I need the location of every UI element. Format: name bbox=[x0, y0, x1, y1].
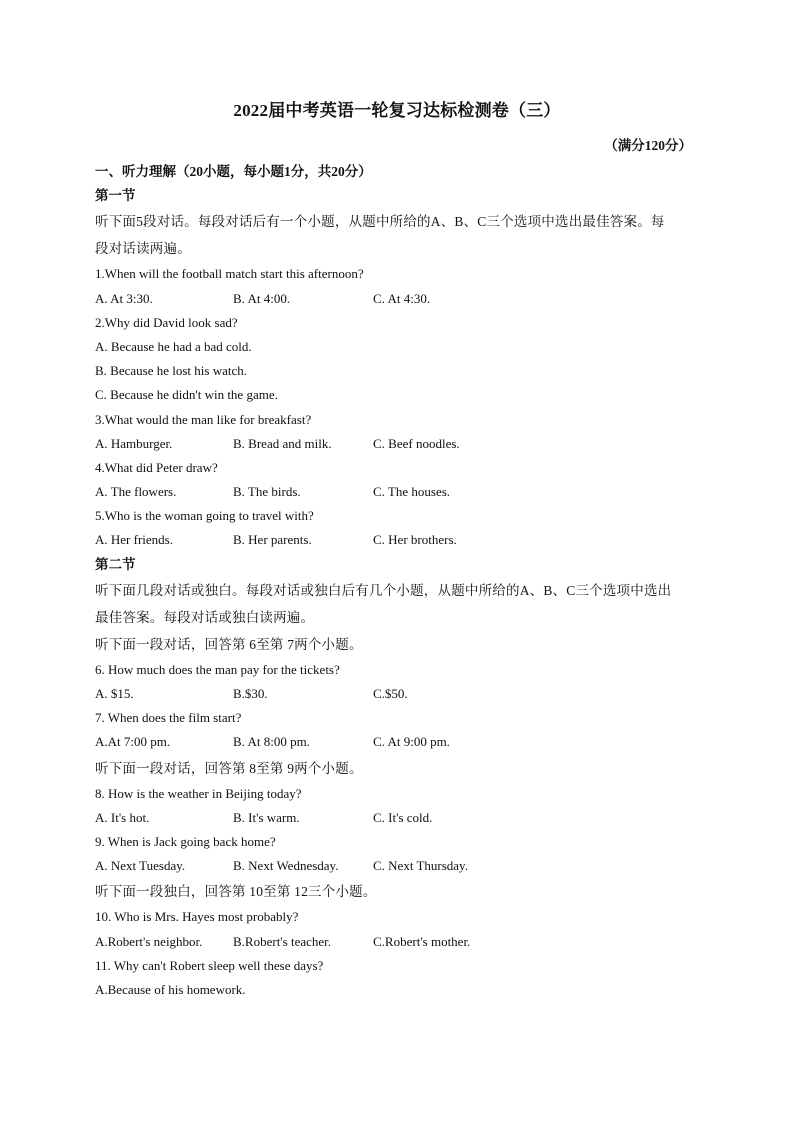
option-b: B. It's warm. bbox=[233, 809, 300, 825]
option-b: B. Her parents. bbox=[233, 532, 312, 548]
dialogue-intro-8-9: 听下面一段对话，回答第 8至第 9两个小题。 bbox=[95, 760, 363, 776]
question-1-options bbox=[95, 287, 707, 311]
dialogue-intro-6-7: 听下面一段对话，回答第 6至第 7两个小题。 bbox=[95, 636, 363, 652]
part2-instructions-line-2: 最佳答案。每段对话或独白读两遍。 bbox=[95, 609, 315, 625]
option-a: A. Her friends. bbox=[95, 532, 173, 548]
question-3: 3.What would the man like for breakfast? bbox=[95, 411, 312, 427]
option-a: A. Hamburger. bbox=[95, 435, 173, 451]
option-c: C. At 9:00 pm. bbox=[373, 734, 450, 750]
option-c: C.Robert's mother. bbox=[373, 933, 471, 949]
option-b: B. Bread and milk. bbox=[233, 435, 332, 451]
question-6-options bbox=[95, 682, 707, 706]
question-4: 4.What did Peter draw? bbox=[95, 459, 218, 475]
question-10-options bbox=[95, 930, 707, 954]
question-11: 11. Why can't Robert sleep well these days? bbox=[95, 957, 324, 973]
section-heading: 一、听力理解（20小题，每小题1分，共20分） bbox=[95, 164, 372, 179]
option-b: B. At 4:00. bbox=[233, 290, 291, 306]
option-a: A. At 3:30. bbox=[95, 290, 153, 306]
question-8: 8. How is the weather in Beijing today? bbox=[95, 785, 302, 801]
option-c: C. It's cold. bbox=[373, 809, 433, 825]
option-a: A. It's hot. bbox=[95, 809, 150, 825]
option-a: A. $15. bbox=[95, 686, 134, 701]
question-1: 1.When will the football match start this afternoon? bbox=[95, 266, 364, 282]
option-c: C. The houses. bbox=[373, 484, 451, 500]
question-8-options bbox=[95, 806, 707, 830]
full-score-note: （满分120分） bbox=[604, 138, 692, 153]
option-c: C. Next Thursday. bbox=[373, 858, 468, 874]
question-5: 5.Who is the woman going to travel with? bbox=[95, 508, 314, 524]
question-2: 2.Why did David look sad? bbox=[95, 314, 238, 330]
part1-instructions-line-1: 听下面5段对话。每段对话后有一个小题，从题中所给的A、B、C三个选项中选出最佳答案。每 bbox=[95, 214, 665, 230]
option-c: C. Because he didn't win the game. bbox=[95, 387, 278, 403]
question-9: 9. When is Jack going back home? bbox=[95, 833, 276, 849]
option-b: B. Next Wednesday. bbox=[233, 858, 339, 874]
question-7: 7. When does the film start? bbox=[95, 710, 242, 726]
option-b: B. The birds. bbox=[233, 484, 301, 500]
option-a: A. Because he had a bad cold. bbox=[95, 338, 252, 354]
question-6: 6. How much does the man pay for the tickets? bbox=[95, 661, 340, 677]
option-c: C. At 4:30. bbox=[373, 290, 431, 306]
part2-instructions-line-1: 听下面几段对话或独白。每段对话或独白后有几个小题，从题中所给的A、B、C三个选项中选出 bbox=[95, 582, 672, 598]
option-c: C. Beef noodles. bbox=[373, 435, 460, 451]
option-b: B. Because he lost his watch. bbox=[95, 363, 247, 379]
option-b: B.$30. bbox=[233, 686, 268, 701]
option-a: A.Because of his homework. bbox=[95, 981, 246, 997]
question-5-options bbox=[95, 528, 707, 552]
question-4-options bbox=[95, 480, 707, 504]
option-b: B.Robert's teacher. bbox=[233, 933, 332, 949]
option-a: A. Next Tuesday. bbox=[95, 858, 186, 874]
part2-heading: 第二节 bbox=[95, 556, 136, 572]
option-b: B. At 8:00 pm. bbox=[233, 734, 310, 750]
option-c: C. Her brothers. bbox=[373, 532, 457, 548]
option-a: A.Robert's neighbor. bbox=[95, 933, 203, 949]
option-c: C.$50. bbox=[373, 686, 408, 701]
question-3-options bbox=[95, 432, 707, 456]
part1-heading: 第一节 bbox=[95, 188, 136, 204]
option-a: A. The flowers. bbox=[95, 484, 177, 500]
question-9-options bbox=[95, 854, 707, 878]
page-title: 2022届中考英语一轮复习达标检测卷（三） bbox=[233, 101, 561, 120]
page-content bbox=[95, 160, 707, 1002]
question-7-options bbox=[95, 730, 707, 754]
monologue-intro-10-12: 听下面一段独白，回答第 10至第 12三个小题。 bbox=[95, 884, 377, 900]
question-10: 10. Who is Mrs. Hayes most probably? bbox=[95, 909, 299, 925]
option-a: A.At 7:00 pm. bbox=[95, 734, 171, 750]
part1-instructions-line-2: 段对话读两遍。 bbox=[95, 241, 191, 257]
